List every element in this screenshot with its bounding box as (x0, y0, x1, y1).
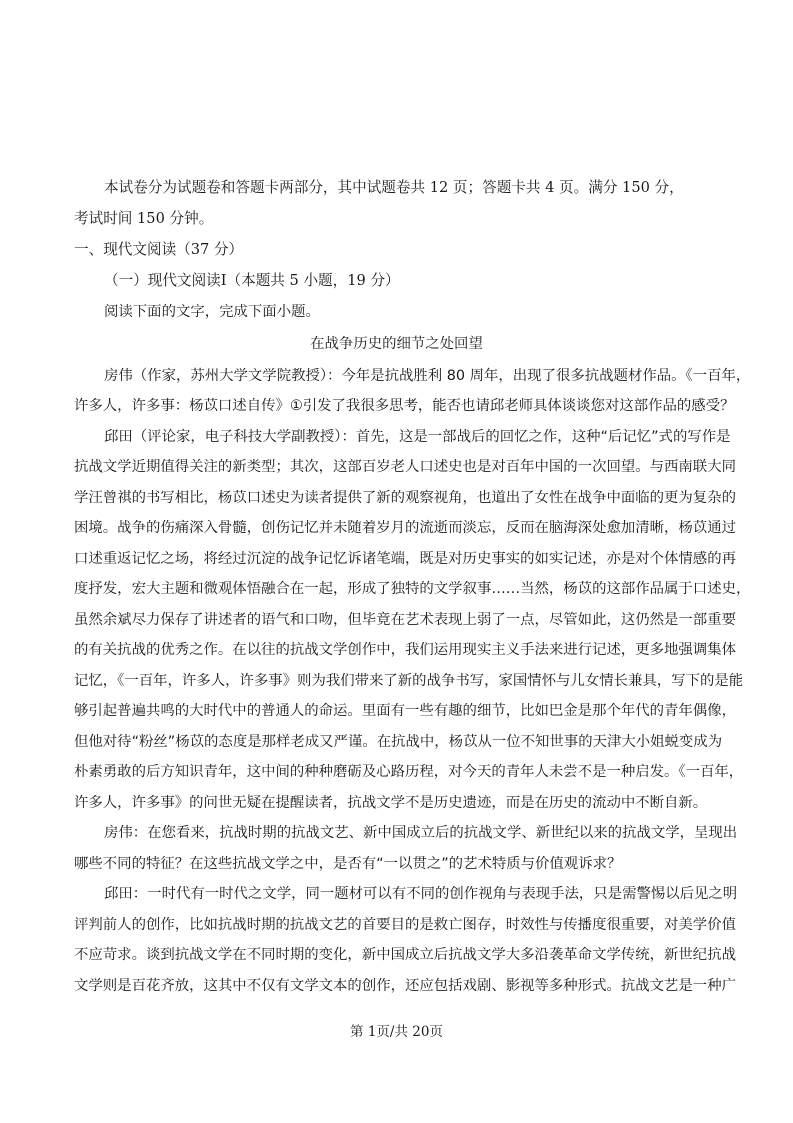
paragraph-line: 评判前人的创作，比如抗战时期的抗战文艺的首要目的是救亡图存，时效性与传播度很重要，对美学价值 (74, 917, 736, 933)
paragraph-line: 房伟（作家，苏州大学文学院教授）：今年是抗战胜利 80 周年，出现了很多抗战题材作品。《一百年， (104, 368, 751, 384)
article-title: 在战争历史的细节之处回望 (310, 336, 483, 352)
paragraph-line: 房伟：在您看来，抗战时期的抗战文艺、新中国成立后的抗战文学、新世纪以来的抗战文学，呈现出 (104, 825, 738, 841)
page-footer: 第 1页/共 20页 (350, 1024, 443, 1040)
subsection-heading: （一）现代文阅读Ⅰ（本题共 5 小题，19 分） (104, 272, 400, 289)
paragraph-line: 邱田：一时代有一时代之文学，同一题材可以有不同的创作视角与表现手法，只是需警惕以后见之明 (104, 886, 738, 902)
paragraph-line: 许多人，许多事》的问世无疑在提醒读者，抗战文学不是历史遗迹，而是在历史的流动中不断自新。 (74, 795, 708, 811)
paragraph-line: 口述重返记忆之场，将经过沉淀的战争记忆诉诸笔端，既是对历史事实的如实记述，亦是对个体情感的再 (74, 551, 736, 567)
paragraph-line: 文学则是百花齐放，这其中不仅有文学文本的创作，还应包括戏剧、影视等多种形式。抗战文艺是一种广 (74, 978, 736, 994)
paragraph-line: 学汪曾祺的书写相比，杨苡口述史为读者提供了新的观察视角，也道出了女性在战争中面临的更为复杂的 (74, 490, 736, 506)
paragraph-line: 困境。战争的伤痛深入骨髓，创伤记忆并未随着岁月的流逝而淡忘，反而在脑海深处愈加清晰，杨苡通过 (74, 520, 736, 536)
paragraph-line: 朴素勇敢的后方知识青年，这中间的种种磨砺及心路历程，对今天的青年人未尝不是一种启发。《一百年， (74, 764, 744, 780)
section-heading: 一、现代文阅读（37 分） (74, 241, 244, 258)
paragraph-line: 的有关抗战的优秀之作。在以往的抗战文学创作中，我们运用现实主义手法来进行记述，更多地强调集体 (74, 642, 736, 658)
paragraph-line: 哪些不同的特征？在这些抗战文学之中，是否有“一以贯之”的艺术特质与价值观诉求？ (74, 856, 622, 872)
paragraph-line: 度抒发，宏大主题和微观体悟融合在一起，形成了独特的文学叙事……当然，杨苡的这部作品属于口述史， (74, 581, 751, 597)
intro-line-1: 本试卷分为试题卷和答题卡两部分，其中试题卷共 12 页；答题卡共 4 页。满分 150 分， (104, 179, 684, 196)
paragraph-line: 许多人，许多事：杨苡口述自传》①引发了我很多思考，能否也请邱老师具体谈谈您对这部作品的感受？ (74, 398, 735, 414)
paragraph-line: 但他对待“粉丝”杨苡的态度是那样老成又严谨。在抗战中，杨苡从一位不知世事的天津大小姐蜕变成为 (74, 734, 723, 750)
paragraph-line: 不应苛求。谈到抗战文学在不同时期的变化，新中国成立后抗战文学大多沿袭革命文学传统，新世纪抗战 (74, 947, 736, 963)
paragraph-line: 够引起普遍共鸣的大时代中的普通人的命运。里面有一些有趣的细节，比如巴金是那个年代的青年偶像， (74, 703, 736, 719)
paragraph-line: 邱田（评论家，电子科技大学副教授）：首先，这是一部战后的回忆之作，这种“后记忆”式的写作是 (104, 429, 731, 445)
intro-line-2: 考试时间 150 分钟。 (74, 210, 214, 227)
paragraph-line: 抗战文学近期值得关注的新类型；其次，这部百岁老人口述史也是对百年中国的一次回望。与西南联大同 (74, 459, 736, 475)
paragraph-line: 虽然余斌尽力保存了讲述者的语气和口吻，但毕竟在艺术表现上弱了一点，尽管如此，这仍然是一部重要 (74, 612, 736, 628)
paragraph-line: 记忆，《一百年，许多人，许多事》则为我们带来了新的战争书写，家国情怀与儿女情长兼具，写下的是能 (74, 673, 744, 689)
instruction-text: 阅读下面的文字，完成下面小题。 (104, 304, 320, 320)
